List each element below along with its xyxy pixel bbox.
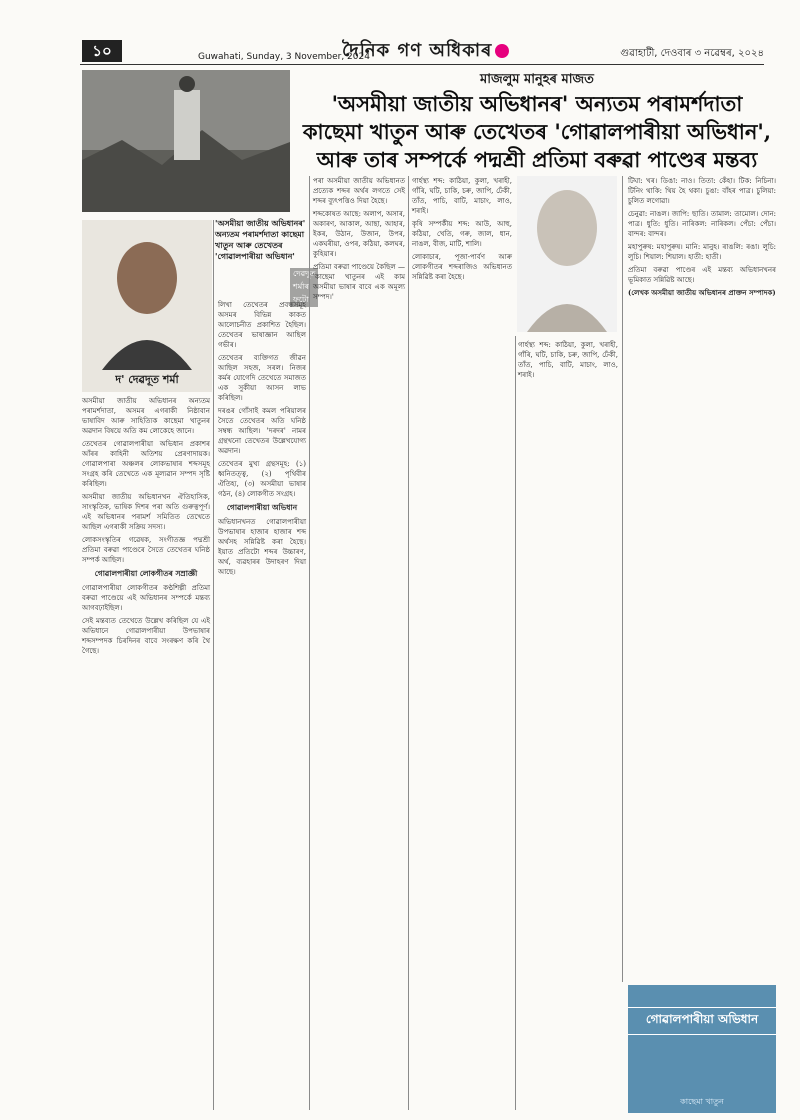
col1-para-1: অসমীয়া জাতীয় অভিধানৰ অন্যতম পৰামৰ্শদাতা, অসমৰ এগৰাকী নিষ্ঠাবান ভাষাবিদ আৰু সাহিত্যিক কাছেমা খাতুনৰ অৱদান বিষয়ে অতি কম লোকেহে জানে। <box>82 397 210 435</box>
flood-photo-illustration <box>82 70 290 212</box>
assamese-dateline: গুৱাহাটী, দেওবাৰ ৩ নৱেম্বৰ, ২০২৪ <box>620 48 764 59</box>
col1-para-3: অসমীয়া জাতীয় অভিধানখন ঐতিহাসিক, সাংস্কৃতিক, ভাষিক দিশৰ পৰা অতি গুৰুত্বপূৰ্ণ। এই অভিধানৰ পৰামৰ্শ সমিতিত তেখেতে আছিল এগৰাকী সক্ৰিয় সদস্য। <box>82 493 210 531</box>
author-credit: (লেখক অসমীয়া জাতীয় অভিধানৰ প্ৰাক্তন সম্পাদক) <box>628 288 776 297</box>
author-name: দ' দেৱদূত শৰ্মা <box>115 373 179 386</box>
english-dateline: Guwahati, Sunday, 3 November, 2024 <box>198 52 370 62</box>
col1-para-4: লোকসংস্কৃতিৰ গৱেষক, সংগীতজ্ঞ পদ্মশ্ৰী প্ৰতিমা বৰুৱা পাণ্ডেৰে সৈতে তেখেতৰ ঘনিষ্ঠ সম্পৰ্ক আছিল। <box>82 536 210 564</box>
col4-para-2: কৃষি সম্পৰ্কীয় শব্দ: আউ, আহু, কঠিয়া, খেতি, গৰু, জাল, ধান, নাঙল, বীজ, মাটি, শালি। <box>412 220 512 248</box>
author-photo <box>82 220 212 392</box>
newspaper-brand <box>342 36 512 67</box>
column-rule-2 <box>309 176 310 1110</box>
masthead-rule <box>80 64 764 65</box>
photo-caption: দেৱদূত শৰ্মাৰ ফটো <box>290 268 318 307</box>
col2-para-3: দৰঙৰ গোঁসাই কমল পৰিয়ালৰ সৈতে তেখেতৰ অতি ঘনিষ্ঠ সম্বন্ধ আছিল। 'দৰদৰ' নামৰ গ্ৰন্থখনো তেখেতৰ উল্লেখযোগ্য অৱদান। <box>218 407 306 455</box>
kicker: মাজলুম মানুহৰ মাজত <box>480 72 594 87</box>
brand-dot-icon <box>495 44 509 58</box>
book-cover <box>628 985 776 1113</box>
col4-para-3: লোকাচাৰ, পূজা-পাৰ্বণ আৰু লোকগীতৰ শব্দৰাজিও অভিধানত সন্নিৱিষ্ট কৰা হৈছে। <box>412 253 512 281</box>
column-3 <box>313 176 405 1112</box>
col2-subheading: গোৱালপাৰীয়া অভিধান <box>226 503 298 512</box>
page-number: ১০ <box>82 40 122 62</box>
pratima-barua-portrait <box>517 176 617 332</box>
col3-para-3: প্ৰতিমা বৰুৱা পাণ্ডেয়ে কৈছিল — 'কাছেমা খাতুনৰ এই কাম অসমীয়া ভাষাৰ বাবে এক অমূল্য সম্পদ।' <box>313 263 405 301</box>
book-author: কাছেমা খাতুন <box>680 1097 724 1106</box>
author-portrait-illustration <box>82 220 212 370</box>
column-rule-1 <box>213 220 214 1110</box>
column-4b <box>518 340 618 1112</box>
column-1 <box>82 396 210 1112</box>
col2-para-2: তেখেতৰ ব্যক্তিগত জীৱন আছিল সহজ, সৰল। নিজৰ কৰ্মৰ যোগেদি তেখেতে সমাজত এক সুকীয়া আসন লাভ কৰিছিল। <box>218 354 306 402</box>
book-title: গোৱালপাৰীয়া অভিধান <box>628 1007 776 1035</box>
headline: 'অসমীয়া জাতীয় অভিধানৰ' অন্যতম পৰামৰ্শদাতা কাছেমা খাতুন আৰু তেখেতৰ 'গোৱালপাৰীয়া অভিধান', আৰু তাৰ সম্পৰ্কে পদ্মশ্ৰী প্ৰতিমা বৰুৱা পাণ্ডেৰ মন্তব্য <box>302 91 772 172</box>
col4-para-1: গাৰ্হস্থ্য শব্দ: কাঠিয়া, কুলা, খৰাহী, গাঁৰি, ঘটি, চাকি, চৰু, জাপি, ঢেঁকী, তাঁত, পাচি, বাটি, মাচাং, লাও, শৰাই। <box>412 177 512 215</box>
col1b-para-1: গোৱালপাৰীয়া লোকগীতৰ কণ্ঠশিল্পী প্ৰতিমা বৰুৱা পাণ্ডেয়ে এই অভিধানৰ সম্পৰ্কে মন্তব্য আগবঢ়াইছিল। <box>82 584 210 612</box>
portrait-illustration <box>517 176 617 332</box>
col2-para-1: লিখা তেখেতৰ প্ৰবন্ধসমূহ অসমৰ বিভিন্ন কাকত আলোচনীত প্ৰকাশিত হৈছিল। তেখেতৰ ভাষাজ্ঞান আছিল গভীৰ। <box>218 301 306 349</box>
column-4 <box>412 176 512 1112</box>
column-rule-3 <box>408 176 409 1110</box>
col1-para-2: তেখেতৰ গোৱালপাৰীয়া অভিধান প্ৰকাশৰ আঁৰৰ কাহিনী অতিশয় প্ৰেৰণাদায়ক। গোৱালপাৰা অঞ্চলৰ লোকভাষাৰ শব্দসমূহ সংগ্ৰহ কৰি তেখেতে এক মূল্যৱান সম্পদ সৃষ্টি কৰিছিল। <box>82 440 210 488</box>
col3-para-2: শব্দকোষত আছে: অলাপ, অসাৰ, অকাৰণ, আকাল, আছা, আহাৰ, ইকৰ, উঠান, উজান, উপৰ, একঘৰীয়া, ওপৰ, কঠিয়া, কলঘৰ, কুহিয়াৰ। <box>313 210 405 258</box>
col5-para-3: মহাপুৰুষ: মহাপুৰুষ। মানি: মানুহ। ৰাঙলি: ৰঙা। লুচি: লুচি। শিয়াল: শিয়াল। হাতী: হাতী। <box>628 243 776 261</box>
pull-quote: 'অসমীয়া জাতীয় অভিধানৰ' অন্যতম পৰামৰ্শদাতা কাছেমা খাতুন আৰু তেখেতৰ 'গোৱালপাৰীয়া অভিধান' <box>215 218 306 261</box>
col3-para-1: পৰা অসমীয়া জাতীয় অভিধানত প্ৰত্যেক শব্দৰ অৰ্থৰ লগতে সেই শব্দৰ ব্যুৎপত্তিও দিয়া হৈছে। <box>313 177 405 205</box>
column-5 <box>628 176 776 976</box>
column-rule-4 <box>515 336 516 1110</box>
col1-subheading: গোৱালপাৰীয়া লোকগীতৰ সম্ৰাজ্ঞী <box>94 569 198 578</box>
col1b-para-2: সেই মন্তব্যত তেখেতে উল্লেখ কৰিছিল যে এই অভিধানে গোৱালপাৰীয়া উপভাষাৰ শব্দসম্পদক চিৰদিনৰ বাবে সংৰক্ষণ কৰি থৈ গৈছে। <box>82 617 210 655</box>
column-rule-5 <box>622 176 623 982</box>
col2-para-4: তেখেতৰ মুখ্য গ্ৰন্থসমূহ: (১) ধ্বনিতত্ত্ব, (২) পৃথিবীৰ ঐতিহ্য, (৩) অসমীয়া ভাষাৰ গঠন, (৪) লোকগীত সংগ্ৰহ। <box>218 460 306 498</box>
col5-para-2: চেনুৱা: নাঙল। জাপি: ছাতি। তামাল: তামোল। দোন: পাত্ৰ। ধুতি: ধুতি। নাৰিকল: নাৰিকল। পেঁচা: পেঁচা। বান্দৰ: বান্দৰ। <box>628 210 776 238</box>
col2b-para-1: অভিধানখনত গোৱালপাৰীয়া উপভাষাৰ হাজাৰ হাজাৰ শব্দ অৰ্থসহ সন্নিৱিষ্ট কৰা হৈছে। ইয়াত প্ৰতিটো শব্দৰ উচ্চাৰণ, অৰ্থ, ব্যৱহাৰৰ উদাহৰণ দিয়া আছে। <box>218 518 306 576</box>
brand-text: দৈনিক গণ অধিকাৰ <box>342 40 493 61</box>
column-2 <box>218 300 306 1112</box>
masthead <box>20 0 780 66</box>
col5-para-4: প্ৰতিমা বৰুৱা পাণ্ডেৰ এই মন্তব্য অভিধানখনৰ ভূমিকাত সন্নিৱিষ্ট আছে। <box>628 266 776 284</box>
col5-para-1: টিঘা: খৰ। ডিঙা: নাও। তিতা: কেঁহা। টিক: নিচিনা। টিনিং থাকি: থিয় হৈ থকা। চুঙা: বাঁহৰ পাত্ৰ। চুলিয়া: চুলিত লগোৱা। <box>628 177 776 205</box>
col4b-para-1: গাৰ্হস্থ্য শব্দ: কাঠিয়া, কুলা, খৰাহী, গাঁৰি, ঘটি, চাকি, চৰু, জাপি, ঢেঁকী, তাঁত, পাচি, বাটি, মাচাং, লাও, শৰাই। <box>518 341 618 379</box>
